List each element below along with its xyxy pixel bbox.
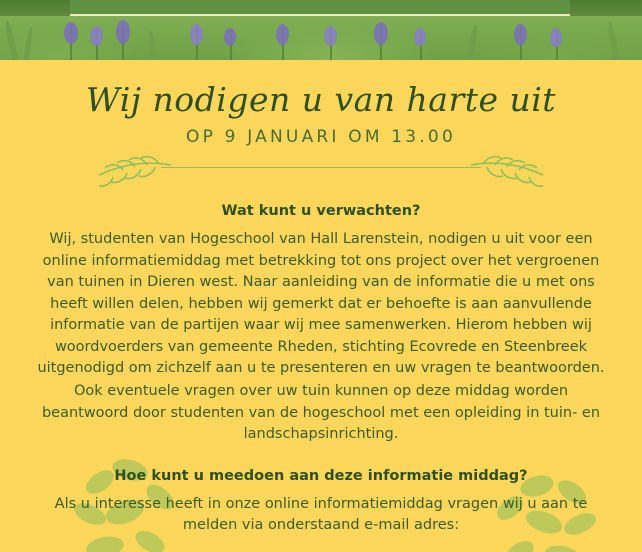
section-body-participation xyxy=(31,494,611,537)
purple-flower xyxy=(276,24,289,45)
paragraph-signup: Als u interesse heeft in onze online informatiemiddag vragen wij u aan te melden via onderstaand e-mail adres: xyxy=(54,495,588,534)
purple-flower xyxy=(414,28,426,46)
header-photo xyxy=(0,0,642,60)
purple-flower xyxy=(190,24,203,45)
purple-flower xyxy=(90,26,103,46)
paragraph-intro: Wij, studenten van Hogeschool van Hall Larenstein, nodigen u uit voor een online informatiemiddag met betrekking tot ons project over het vergroenen van tuinen in Dieren west. Naar aanleiding van de informatie die u met ons heeft willen delen, hebben wij gemerkt dat er behoefte is aan aanvullende informatie van de partijen waar wij mee samenwerken. Hierom hebben wij woordvoerders van gemeente Rheden, stichting Ecovrede en Steenbreek uitgenodigd om zichzelf aan u te presenteren en uw vragen te beantwoorden. xyxy=(37,231,605,377)
invitation-content xyxy=(0,60,642,552)
paragraph-garden-questions: Ook eventuele vragen over uw tuin kunnen op deze middag worden beantwoord door studenten van de hogeschool met een opleiding in tuin- en landschapsinrichting. xyxy=(41,383,601,443)
laurel-sprig-left-icon xyxy=(89,149,175,195)
purple-flower xyxy=(514,24,527,45)
ornamental-divider xyxy=(101,151,541,197)
purple-flower xyxy=(116,20,130,44)
section-heading-participation: Hoe kunt u meedoen aan deze informatie middag? xyxy=(114,467,528,484)
event-date: OP 9 JANUARI OM 13.00 xyxy=(186,127,456,148)
divider-line xyxy=(161,167,481,168)
purple-flower xyxy=(224,28,236,46)
page-title: Wij nodigen u van harte uit xyxy=(85,80,557,119)
section-body-expectations xyxy=(31,229,611,446)
green-banner-strip xyxy=(70,0,570,16)
purple-flower xyxy=(64,22,78,44)
purple-flower xyxy=(324,26,337,46)
laurel-sprig-right-icon xyxy=(467,149,553,195)
purple-flower xyxy=(374,22,388,45)
purple-flower xyxy=(550,28,562,47)
section-heading-expectations: Wat kunt u verwachten? xyxy=(221,203,421,220)
